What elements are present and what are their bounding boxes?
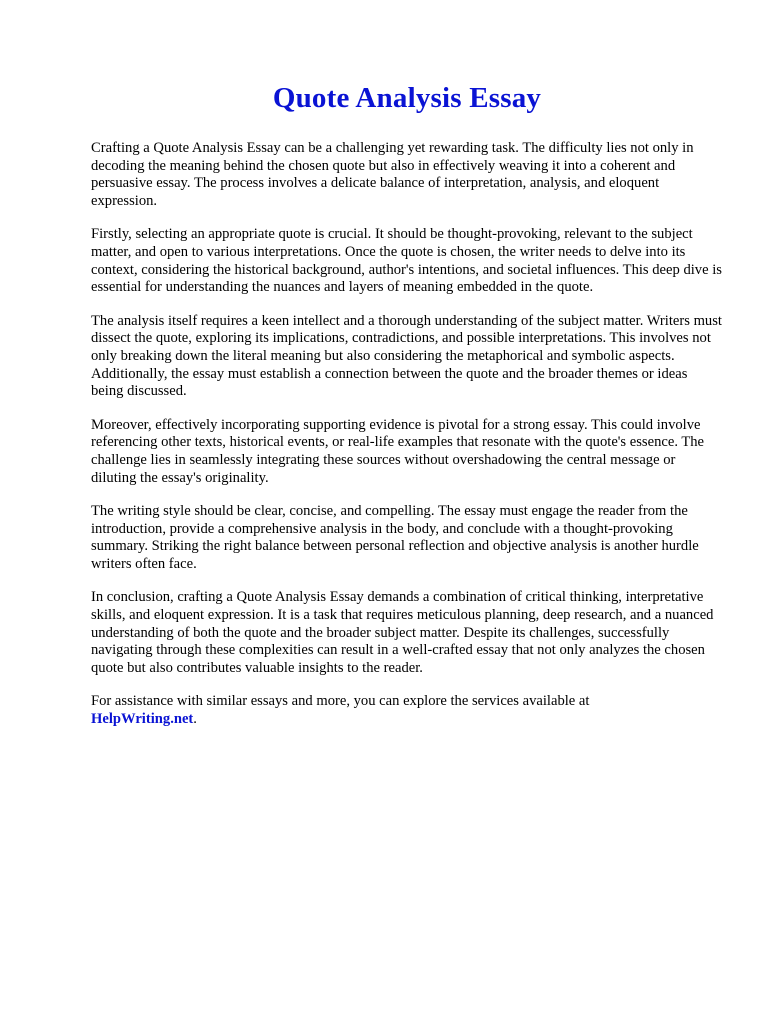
paragraph-2: Firstly, selecting an appropriate quote is crucial. It should be thought-provoking, relevant to the subject matter, and open to various interpretations. Once the quote is chosen, the writer needs to delve into its context, considering the historical background, author's intentions, and societal influences. This deep dive is essential for understanding the nuances and layers of meaning embedded in the quote. <box>91 226 722 296</box>
closing-suffix: . <box>193 711 197 728</box>
closing-paragraph <box>91 693 723 728</box>
helpwriting-link[interactable]: HelpWriting.net <box>91 711 194 728</box>
document-title: Quote Analysis Essay <box>272 82 542 114</box>
closing-text: For assistance with similar essays and more, you can explore the services available at <box>91 693 590 710</box>
paragraph-1: Crafting a Quote Analysis Essay can be a challenging yet rewarding task. The difficulty lies not only in decoding the meaning behind the chosen quote but also in effectively weaving it into a coherent and persuasive essay. The process involves a delicate balance of interpretation, analysis, and eloquent expression. <box>91 140 694 209</box>
paragraph-5: The writing style should be clear, concise, and compelling. The essay must engage the reader from the introduction, provide a comprehensive analysis in the body, and conclude with a thought-provoking summary. Striking the right balance between personal reflection and objective analysis is another hurdle writers often face. <box>91 503 699 572</box>
paragraph-6: In conclusion, crafting a Quote Analysis Essay demands a combination of critical thinking, interpretative skills, and eloquent expression. It is a task that requires meticulous planning, deep research, and a nuanced understanding of both the quote and the broader subject matter. Despite its challenges, successfully navigating through these complexities can result in a well-crafted essay that not only analyzes the chosen quote but also contributes valuable insights to the reader. <box>91 589 714 676</box>
document-body <box>91 140 723 729</box>
paragraph-4: Moreover, effectively incorporating supporting evidence is pivotal for a strong essay. This could involve referencing other texts, historical events, or real-life examples that resonate with the quote's essence. The challenge lies in seamlessly integrating these sources without overshadowing the central message or diluting the essay's originality. <box>91 416 705 486</box>
paragraph-3: The analysis itself requires a keen intellect and a thorough understanding of the subject matter. Writers must dissect the quote, exploring its implications, contradictions, and possible interpretations. This involves not only breaking down the literal meaning but also considering the metaphorical and symbolic aspects. Additionally, the essay must establish a connection between the quote and the broader themes or ideas being discussed. <box>91 312 722 400</box>
